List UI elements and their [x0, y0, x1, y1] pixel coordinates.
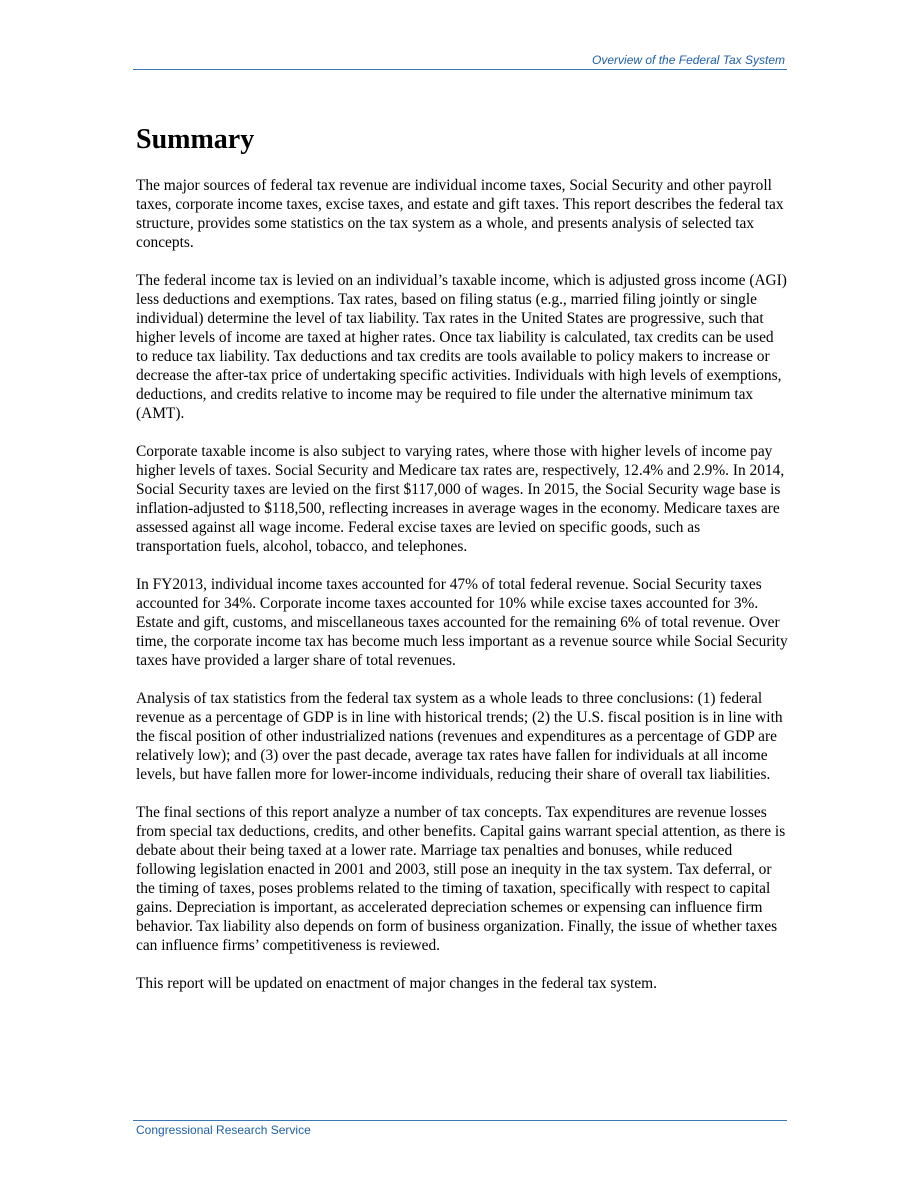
paragraph-update-note: This report will be updated on enactment of major changes in the federal tax system. [136, 975, 657, 992]
page-title: Summary [136, 124, 255, 155]
paragraph-conclusions: Analysis of tax statistics from the federal tax system as a whole leads to three conclusions: (1) federal revenue as a percentage of GDP is in line with historical trends; (2) the U.S. fiscal position is in line with the fiscal position of other industrialized nations (revenues and expenditures as a percentage of GDP are relatively low); and (3) over the past decade, average tax rates have fallen for individuals at all income levels, but have fallen more for lower-income individuals, reducing their share of overall tax liabilities. [136, 690, 783, 783]
running-header [133, 53, 787, 70]
running-header-title: Overview of the Federal Tax System [592, 53, 785, 67]
paragraph-income-tax: The federal income tax is levied on an individual’s taxable income, which is adjusted gross income (AGI) less deductions and exemptions. Tax rates, based on filing status (e.g., married filing jointly or single individual) determine the level of tax liability. Tax rates in the United States are progressive, such that higher levels of income are taxed at higher rates. Once tax liability is calculated, tax credits can be used to reduce tax liability. Tax deductions and tax credits are tools available to policy makers to increase or decrease the after-tax price of undertaking specific activities. Individuals with high levels of exemptions, deductions, and credits relative to income may be required to file under the alternative minimum tax (AMT). [136, 272, 787, 422]
footer-organization: Congressional Research Service [136, 1123, 311, 1137]
paragraph-corporate-payroll-excise: Corporate taxable income is also subject to varying rates, where those with higher levels of income pay higher levels of taxes. Social Security and Medicare tax rates are, respectively, 12.4% and 2.9%. In 2014, Social Security taxes are levied on the first $117,000 of wages. In 2015, the Social Security wage base is inflation-adjusted to $118,500, reflecting increases in average wages in the economy. Medicare taxes are assessed against all wage income. Federal excise taxes are levied on specific goods, such as transportation fuels, alcohol, tobacco, and telephones. [136, 443, 785, 555]
running-footer [133, 1120, 787, 1137]
summary-body [136, 176, 788, 1012]
paragraph-tax-concepts: The final sections of this report analyze a number of tax concepts. Tax expenditures are revenue losses from special tax deductions, credits, and other benefits. Capital gains warrant special attention, as there is debate about their being taxed at a lower rate. Marriage tax penalties and bonuses, while reduced following legislation enacted in 2001 and 2003, still pose an inequity in the tax system. Tax deferral, or the timing of taxes, poses problems related to the timing of taxation, specifically with respect to capital gains. Depreciation is important, as accelerated depreciation schemes or expensing can influence firm behavior. Tax liability also depends on form of business organization. Finally, the issue of whether taxes can influence firms’ competitiveness is reviewed. [136, 804, 786, 954]
paragraph-revenue-shares: In FY2013, individual income taxes accounted for 47% of total federal revenue. Social Security taxes accounted for 34%. Corporate income taxes accounted for 10% while excise taxes accounted for 3%. Estate and gift, customs, and miscellaneous taxes accounted for the remaining 6% of total revenue. Over time, the corporate income tax has become much less important as a revenue source while Social Security taxes have provided a larger share of total revenues. [136, 576, 788, 669]
paragraph-revenue-sources: The major sources of federal tax revenue are individual income taxes, Social Security and other payroll taxes, corporate income taxes, excise taxes, and estate and gift taxes. This report describes the federal tax structure, provides some statistics on the tax system as a whole, and presents analysis of selected tax concepts. [136, 177, 784, 251]
